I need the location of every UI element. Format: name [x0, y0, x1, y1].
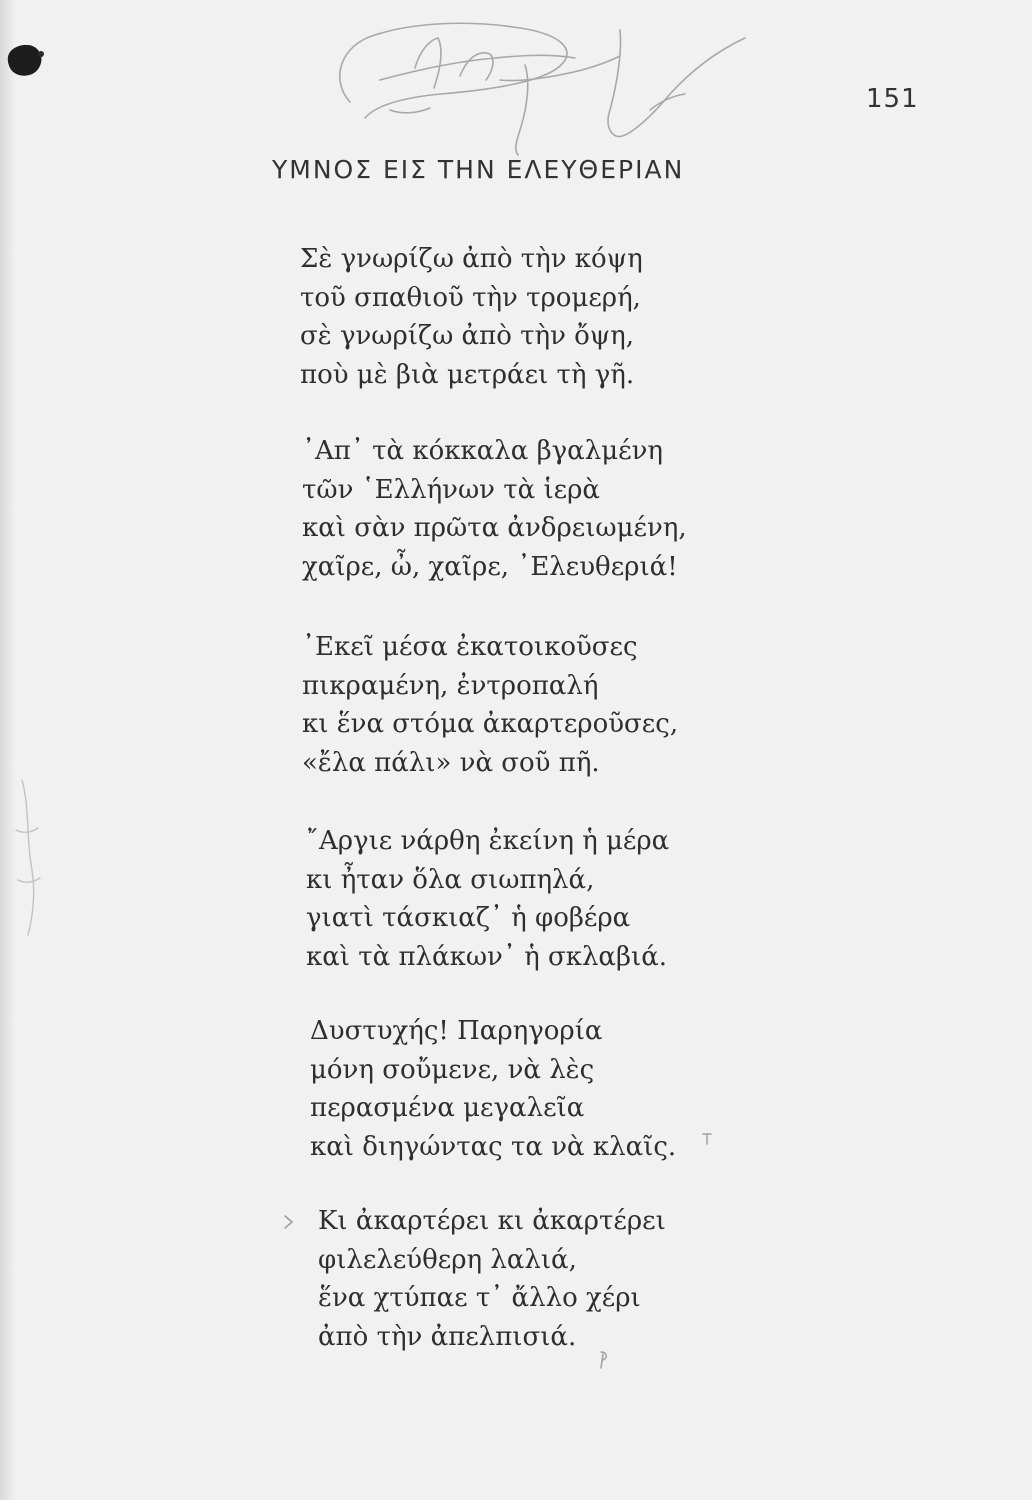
- verse-line: καὶ σὰν πρῶτα ἀνδρειωμένη,: [302, 513, 687, 543]
- stanza-1: [300, 240, 643, 394]
- verse-line: κι ἕνα στόμα ἀκαρτεροῦσες,: [302, 709, 679, 739]
- poem-title: ΥΜΝΟΣ ΕΙΣ ΤΗΝ ΕΛΕΥΘΕΡΙΑΝ: [272, 155, 685, 184]
- verse-line: Δυστυχής! Παρηγορία: [310, 1016, 603, 1046]
- pencil-end-mark: [597, 1348, 611, 1370]
- verse-line: ποὺ μὲ βιὰ μετράει τὴ γῆ.: [300, 359, 635, 390]
- verse-line: χαῖρε, ὦ, χαῖρε, ᾿Ελευθεριά!: [302, 551, 678, 582]
- verse-line: γιατὶ τάσκιαζ᾿ ἡ φοβέρα: [306, 903, 631, 933]
- verse-line: κι ἦταν ὅλα σιωπηλά,: [306, 864, 595, 895]
- verse-line: Κι ἀκαρτέρει κι ἀκαρτέρει: [318, 1206, 666, 1236]
- pencil-tick-mark: [700, 1130, 714, 1148]
- verse-line: ἕνα χτύπαε τ᾿ ἄλλο χέρι: [318, 1283, 641, 1313]
- verse-line: ᾿Εκεῖ μέσα ἐκατοικοῦσες: [302, 632, 638, 662]
- verse-line: «ἔλα πάλι» νὰ σοῦ πῆ.: [302, 747, 600, 778]
- margin-pencil-mark: [2, 770, 62, 940]
- page-number: 151: [866, 84, 919, 114]
- verse-line: σὲ γνωρίζω ἀπὸ τὴν ὄψη,: [300, 321, 635, 351]
- verse-line: τῶν ῾Ελλήνων τὰ ἱερὰ: [302, 474, 600, 505]
- stanza-5: [310, 1012, 676, 1166]
- pencil-check-mark: [282, 1210, 302, 1232]
- page-binding-edge: [0, 0, 14, 1500]
- verse-line: φιλελεύθερη λαλιά,: [318, 1244, 577, 1275]
- verse-line: ῎Αργιε νάρθη ἐκείνη ἡ μέρα: [306, 826, 670, 856]
- stanza-2: [302, 432, 687, 586]
- stanza-3: [302, 628, 678, 782]
- pencil-signature-scribble: [320, 10, 760, 160]
- verse-line: καὶ διηγώντας τα νὰ κλαῖς.: [310, 1131, 677, 1162]
- verse-line: ἀπὸ τὴν ἀπελπισιά.: [318, 1321, 577, 1352]
- ink-blot-mark: [6, 42, 46, 78]
- verse-line: καὶ τὰ πλάκων᾿ ἡ σκλαβιά.: [306, 941, 668, 972]
- verse-line: Σὲ γνωρίζω ἀπὸ τὴν κόψη: [300, 244, 643, 274]
- stanza-4: [306, 822, 669, 976]
- verse-line: περασμένα μεγαλεῖα: [310, 1093, 585, 1123]
- verse-line: τοῦ σπαθιοῦ τὴν τρομερή,: [300, 282, 641, 313]
- verse-line: πικραμένη, ἐντροπαλή: [302, 670, 599, 701]
- verse-line: μόνη σοὔμενε, νὰ λὲς: [310, 1054, 595, 1085]
- stanza-6: [318, 1202, 666, 1356]
- verse-line: ᾿Απ᾿ τὰ κόκκαλα βγαλμένη: [302, 436, 663, 466]
